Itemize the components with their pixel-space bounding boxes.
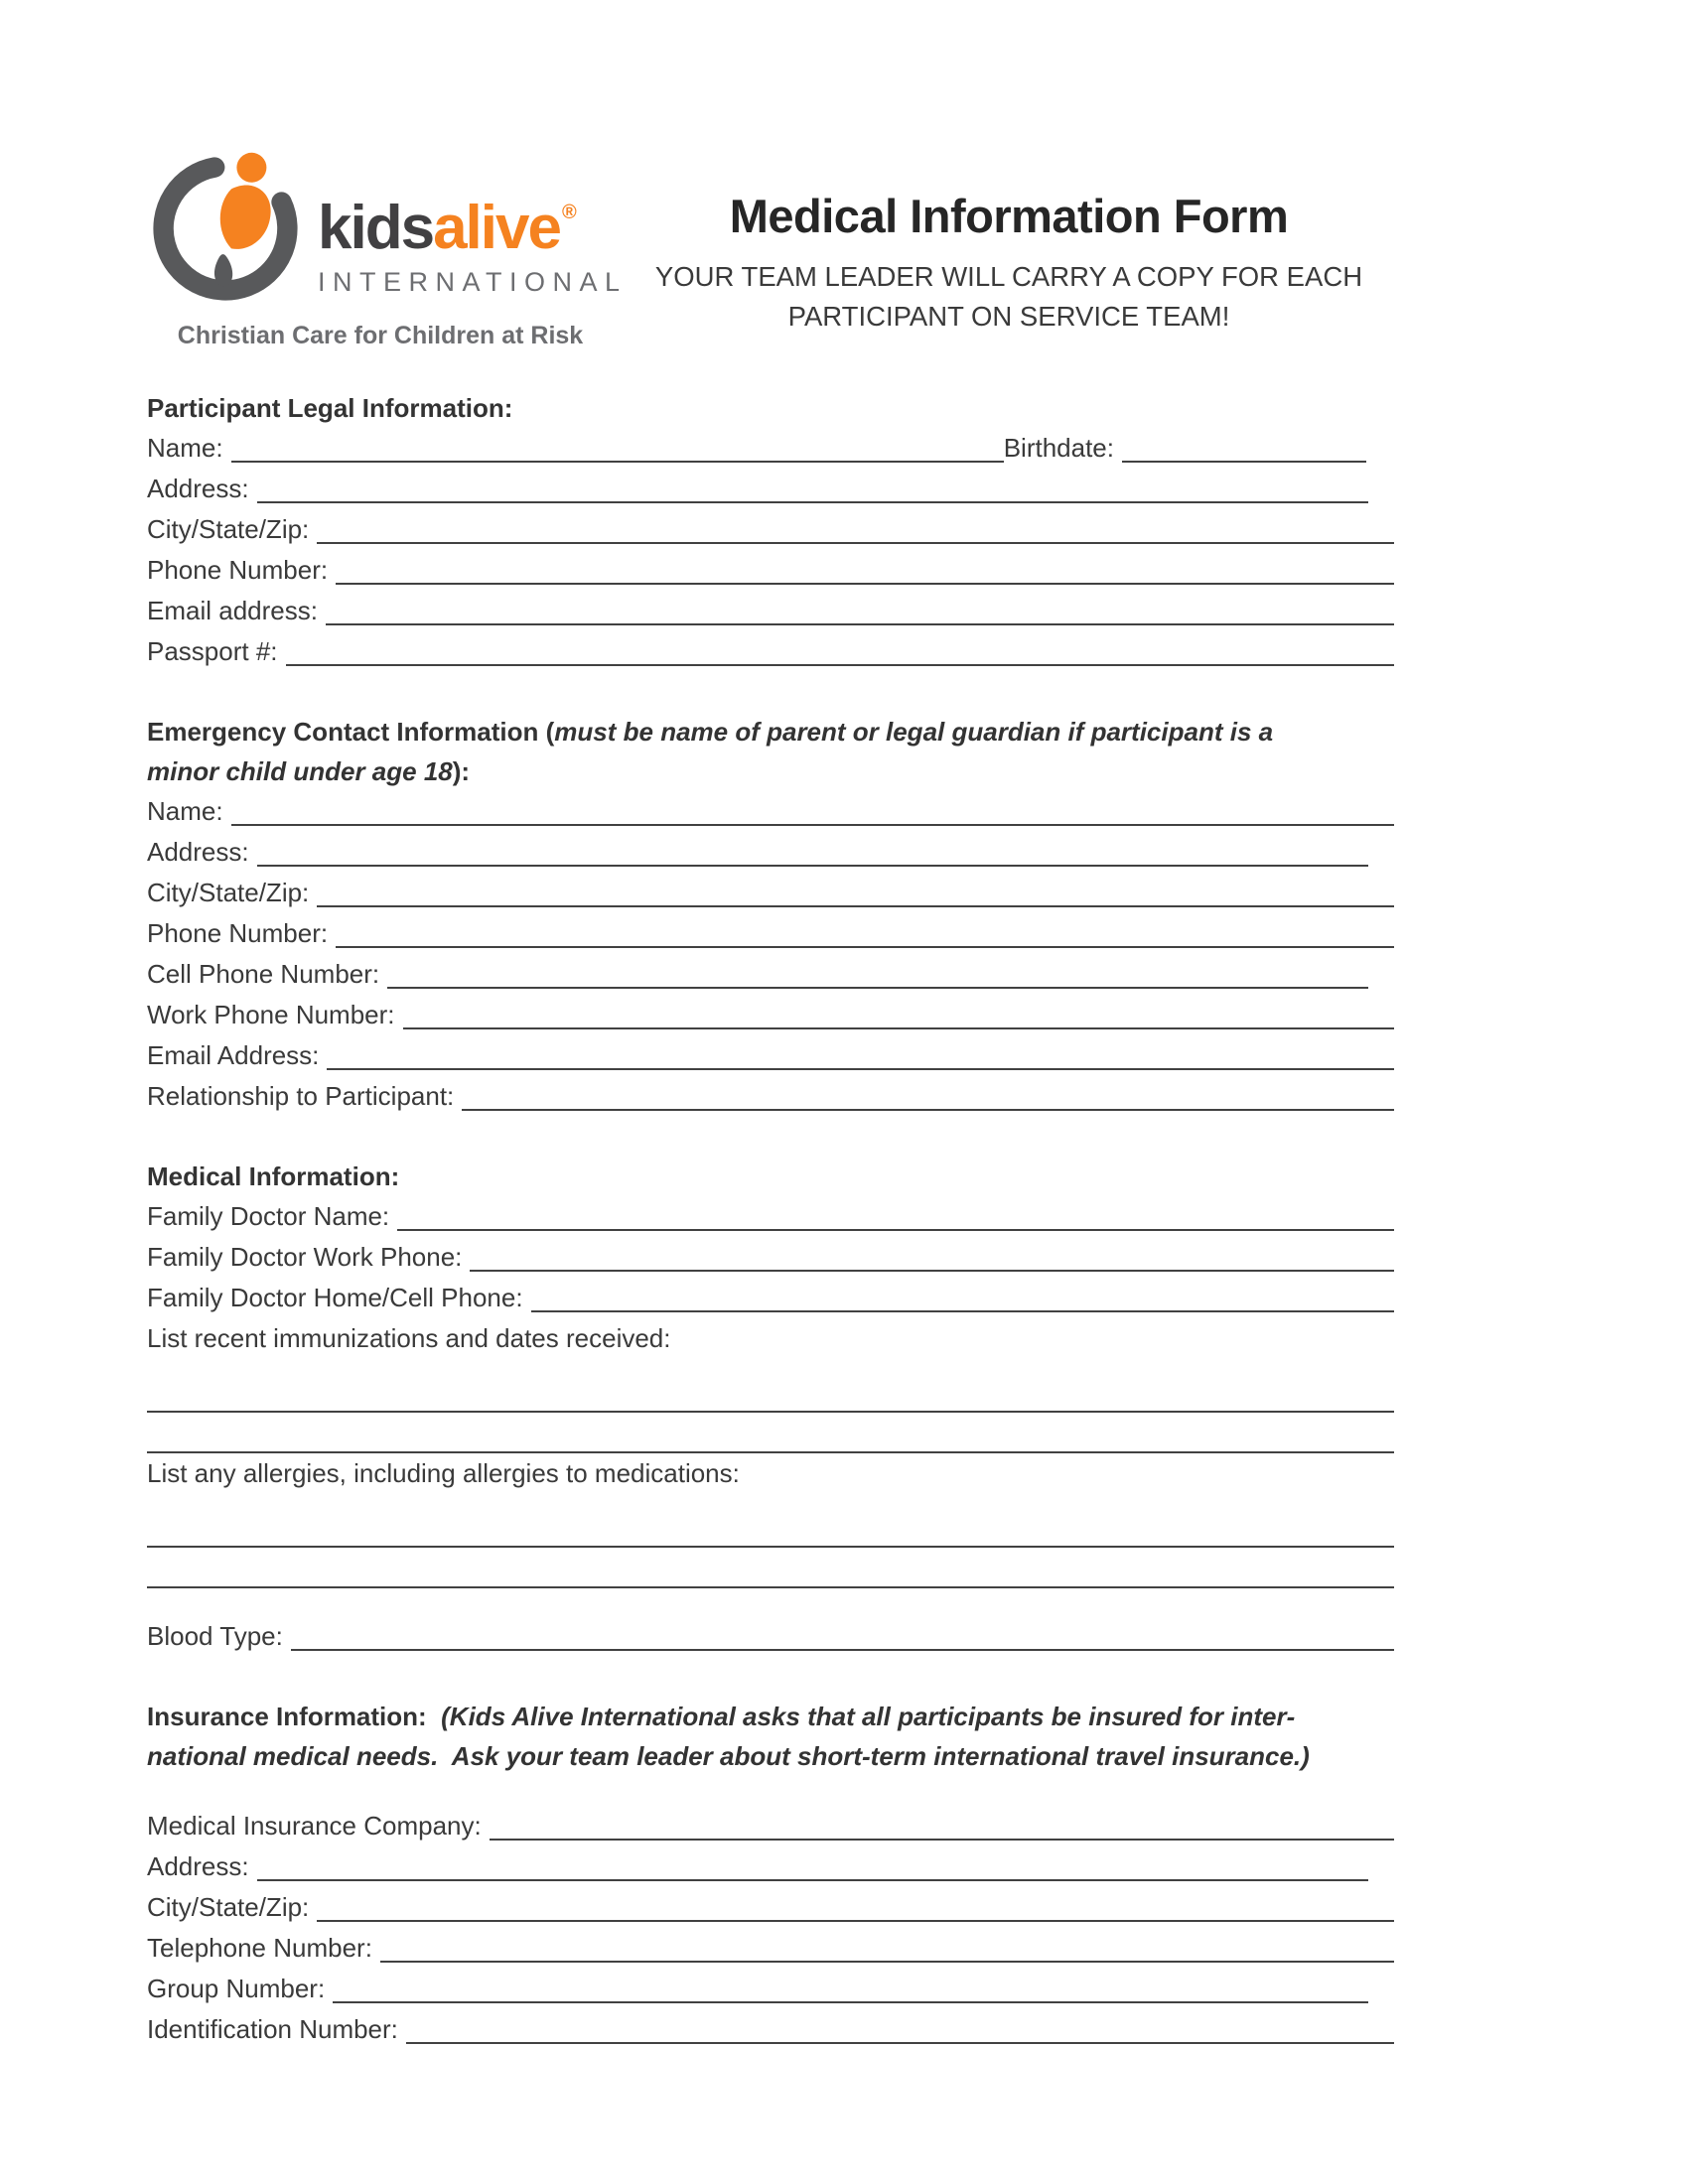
- passport-number-label: Passport #:: [147, 636, 278, 666]
- emergency-section-heading: [147, 712, 1394, 791]
- doctor-name-row: [147, 1196, 1394, 1237]
- emergency-address-row: [147, 832, 1394, 873]
- phone-number-blank-line: [336, 583, 1394, 585]
- email-address-blank-line: [326, 623, 1394, 625]
- insurance-address-row: [147, 1846, 1394, 1887]
- insurance-section-heading: [147, 1697, 1394, 1776]
- insurance-heading-italic-1: (Kids Alive International asks that all participants be insured for inter-: [426, 1702, 1296, 1731]
- kids-alive-logo-mark-icon: [147, 139, 304, 312]
- emergency-name-row: [147, 791, 1394, 832]
- participant-phone-row: [147, 550, 1394, 591]
- email-address-label: Email address:: [147, 596, 318, 625]
- family-doctor-home-cell-phone-label: Family Doctor Home/Cell Phone:: [147, 1283, 523, 1312]
- subtitle-line-2: PARTICIPANT ON SERVICE TEAM!: [787, 301, 1230, 332]
- city-state-zip-label: City/State/Zip:: [147, 878, 310, 907]
- participant-city-state-zip-row: [147, 509, 1394, 550]
- participant-section: [147, 388, 1394, 672]
- group-number-label: Group Number:: [147, 1974, 326, 2003]
- city-state-zip-blank-line: [317, 542, 1394, 544]
- blood-type-row: [147, 1616, 1394, 1657]
- relationship-label: Relationship to Participant:: [147, 1081, 455, 1111]
- cell-phone-number-label: Cell Phone Number:: [147, 959, 380, 989]
- emergency-heading-italic-2: minor child under age 18: [147, 756, 453, 786]
- emergency-cell-phone-row: [147, 954, 1394, 995]
- insurance-identification-number-row: [147, 2009, 1394, 2050]
- insurance-company-row: [147, 1806, 1394, 1846]
- medical-section: [147, 1157, 1394, 1657]
- relationship-blank-line: [462, 1109, 1394, 1111]
- allergies-label-row: [147, 1453, 1394, 1494]
- brand-alive-text: alive: [433, 194, 560, 262]
- address-label: Address:: [147, 1851, 249, 1881]
- allergies-blank-line-1: [147, 1507, 1394, 1548]
- phone-number-label: Phone Number:: [147, 918, 329, 948]
- insurance-heading-italic-2: national medical needs. Ask your team leader about short-term international travel insurance.): [147, 1741, 1310, 1771]
- insurance-heading-line-2: [147, 1736, 1394, 1776]
- city-state-zip-label: City/State/Zip:: [147, 1892, 310, 1922]
- family-doctor-name-label: Family Doctor Name:: [147, 1201, 390, 1231]
- title-block: [624, 139, 1394, 337]
- doctor-home-cell-phone-row: [147, 1278, 1394, 1318]
- family-doctor-name-blank-line: [397, 1229, 1394, 1231]
- passport-number-blank-line: [286, 664, 1394, 666]
- insurance-telephone-row: [147, 1928, 1394, 1969]
- participant-name-row: [147, 428, 1394, 469]
- brand-subname: INTERNATIONAL: [318, 267, 628, 297]
- family-doctor-work-phone-label: Family Doctor Work Phone:: [147, 1242, 463, 1272]
- insurance-group-number-row: [147, 1969, 1394, 2009]
- phone-number-blank-line: [336, 946, 1394, 948]
- city-state-zip-blank-line: [317, 905, 1394, 907]
- subtitle-line-1: YOUR TEAM LEADER WILL CARRY A COPY FOR EACH: [654, 261, 1363, 292]
- logo-wordmark: [318, 194, 628, 298]
- immunizations-blank-line-2: [147, 1413, 1394, 1453]
- telephone-number-blank-line: [380, 1961, 1394, 1963]
- logo-top: [147, 139, 628, 312]
- group-number-blank-line: [333, 2001, 1368, 2003]
- registered-trademark-icon: ®: [561, 202, 577, 223]
- family-doctor-home-cell-phone-blank-line: [531, 1310, 1394, 1312]
- page-title: Medical Information Form: [729, 190, 1289, 242]
- emergency-heading-bold-prefix: Emergency Contact Information (: [147, 717, 555, 747]
- immunizations-label: List recent immunizations and dates received:: [147, 1323, 671, 1353]
- insurance-city-state-zip-row: [147, 1887, 1394, 1928]
- participant-email-row: [147, 591, 1394, 631]
- city-state-zip-label: City/State/Zip:: [147, 514, 310, 544]
- insurance-heading-bold: Insurance Information:: [147, 1702, 427, 1731]
- address-blank-line: [257, 501, 1368, 503]
- emergency-work-phone-row: [147, 995, 1394, 1035]
- email-address-label: Email Address:: [147, 1040, 320, 1070]
- page-subtitle: [624, 257, 1394, 337]
- emergency-heading-italic-1: must be name of parent or legal guardian if participant is a: [554, 717, 1274, 747]
- medical-section-heading: Medical Information:: [147, 1161, 400, 1191]
- insurance-fields: [147, 1806, 1394, 2050]
- insurance-heading-line-1: [147, 1697, 1394, 1736]
- email-address-blank-line: [327, 1068, 1394, 1070]
- participant-address-row: [147, 469, 1394, 509]
- birthdate-label: Birthdate:: [1003, 433, 1114, 463]
- brand-kids-text: kids: [318, 194, 434, 262]
- address-label: Address:: [147, 837, 249, 867]
- brand-name: [318, 194, 628, 262]
- address-label: Address:: [147, 474, 249, 503]
- medical-insurance-company-blank-line: [490, 1839, 1394, 1841]
- emergency-city-state-zip-row: [147, 873, 1394, 913]
- phone-number-label: Phone Number:: [147, 555, 329, 585]
- identification-number-blank-line: [406, 2042, 1394, 2044]
- emergency-email-row: [147, 1035, 1394, 1076]
- emergency-heading-bold-suffix: ):: [452, 756, 471, 786]
- name-label: Name:: [147, 796, 223, 826]
- blood-type-blank-line: [291, 1649, 1394, 1651]
- telephone-number-label: Telephone Number:: [147, 1933, 372, 1963]
- allergies-blank-line-2: [147, 1548, 1394, 1588]
- medical-insurance-company-label: Medical Insurance Company:: [147, 1811, 482, 1841]
- emergency-section: [147, 712, 1394, 1117]
- doctor-work-phone-row: [147, 1237, 1394, 1278]
- emergency-heading-line-1: [147, 712, 1394, 751]
- work-phone-number-blank-line: [403, 1027, 1394, 1029]
- emergency-relationship-row: [147, 1076, 1394, 1117]
- immunizations-blank-line-1: [147, 1372, 1394, 1413]
- name-blank-line: [231, 461, 1004, 463]
- allergies-label: List any allergies, including allergies to medications:: [147, 1458, 740, 1488]
- blood-type-label: Blood Type:: [147, 1621, 283, 1651]
- emergency-phone-row: [147, 913, 1394, 954]
- name-label: Name:: [147, 433, 223, 463]
- cell-phone-number-blank-line: [387, 987, 1368, 989]
- address-blank-line: [257, 865, 1368, 867]
- family-doctor-work-phone-blank-line: [470, 1270, 1394, 1272]
- immunizations-label-row: [147, 1318, 1394, 1359]
- emergency-heading-line-2: [147, 751, 1394, 791]
- participant-section-heading: Participant Legal Information:: [147, 393, 513, 423]
- form-header: [147, 139, 1394, 350]
- city-state-zip-blank-line: [317, 1920, 1394, 1922]
- logo-tagline: Christian Care for Children at Risk: [177, 322, 584, 349]
- name-blank-line: [231, 824, 1394, 826]
- insurance-section: [147, 1697, 1394, 2050]
- participant-passport-row: [147, 631, 1394, 672]
- identification-number-label: Identification Number:: [147, 2014, 398, 2044]
- work-phone-number-label: Work Phone Number:: [147, 1000, 395, 1029]
- address-blank-line: [257, 1879, 1368, 1881]
- birthdate-blank-line: [1122, 461, 1366, 463]
- kids-alive-logo: [147, 139, 628, 350]
